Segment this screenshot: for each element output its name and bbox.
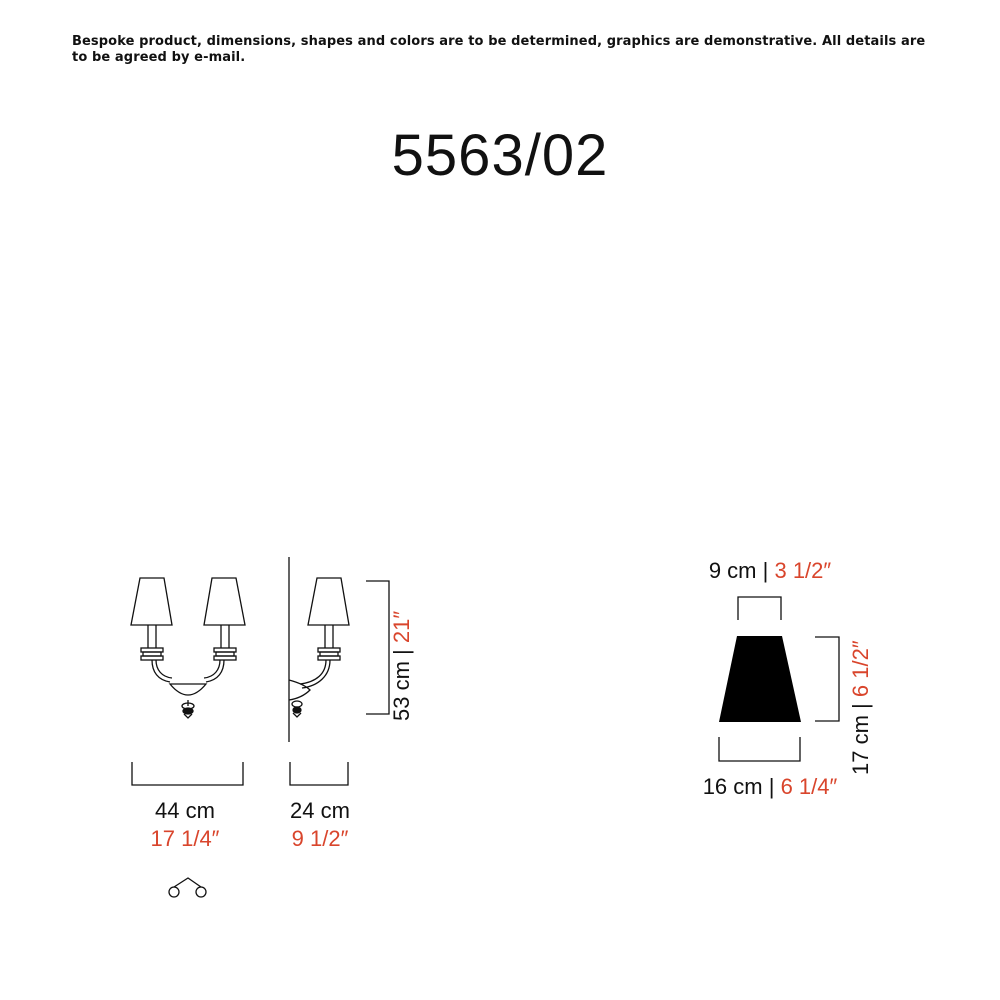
model-code: 5563/02: [391, 123, 609, 188]
wall-mount-symbol-icon: [169, 878, 206, 897]
height-inch-label: 21″: [389, 610, 414, 644]
wall-sconce-side-icon: [289, 557, 349, 742]
height-cm-label: 53 cm: [389, 661, 414, 721]
depth-cm-label: 24 cm: [290, 798, 350, 823]
shade-top-label: [680, 558, 860, 584]
separator: |: [762, 558, 769, 583]
lamp-shade-icon: [719, 636, 801, 722]
shade-height-inch-label: 6 1/2″: [848, 640, 873, 698]
disclaimer-text: Bespoke product, dimensions, shapes and colors are to be determined, graphics are demonstrative. All details are to be agreed by e-mail.: [72, 34, 926, 65]
wall-sconce-front-icon: [131, 578, 245, 718]
separator: |: [768, 774, 775, 799]
depth-inch-label: 9 1/2″: [291, 826, 349, 851]
shade-top-cm-label: 9 cm: [708, 558, 757, 583]
shade-bottom-label: [670, 774, 870, 800]
shade-top-inch-label: 3 1/2″: [774, 558, 832, 583]
shade-bottom-cm-label: 16 cm: [702, 774, 763, 799]
shade-height-cm-label: 17 cm: [848, 715, 873, 775]
height-dimension-label: [389, 571, 415, 721]
width-cm-label: 44 cm: [155, 798, 215, 823]
shade-bottom-inch-label: 6 1/4″: [780, 774, 838, 799]
shade-height-dimension-label: [848, 595, 874, 775]
separator: |: [389, 649, 414, 655]
width-inch-label: 17 1/4″: [150, 826, 220, 851]
separator: |: [848, 703, 873, 709]
